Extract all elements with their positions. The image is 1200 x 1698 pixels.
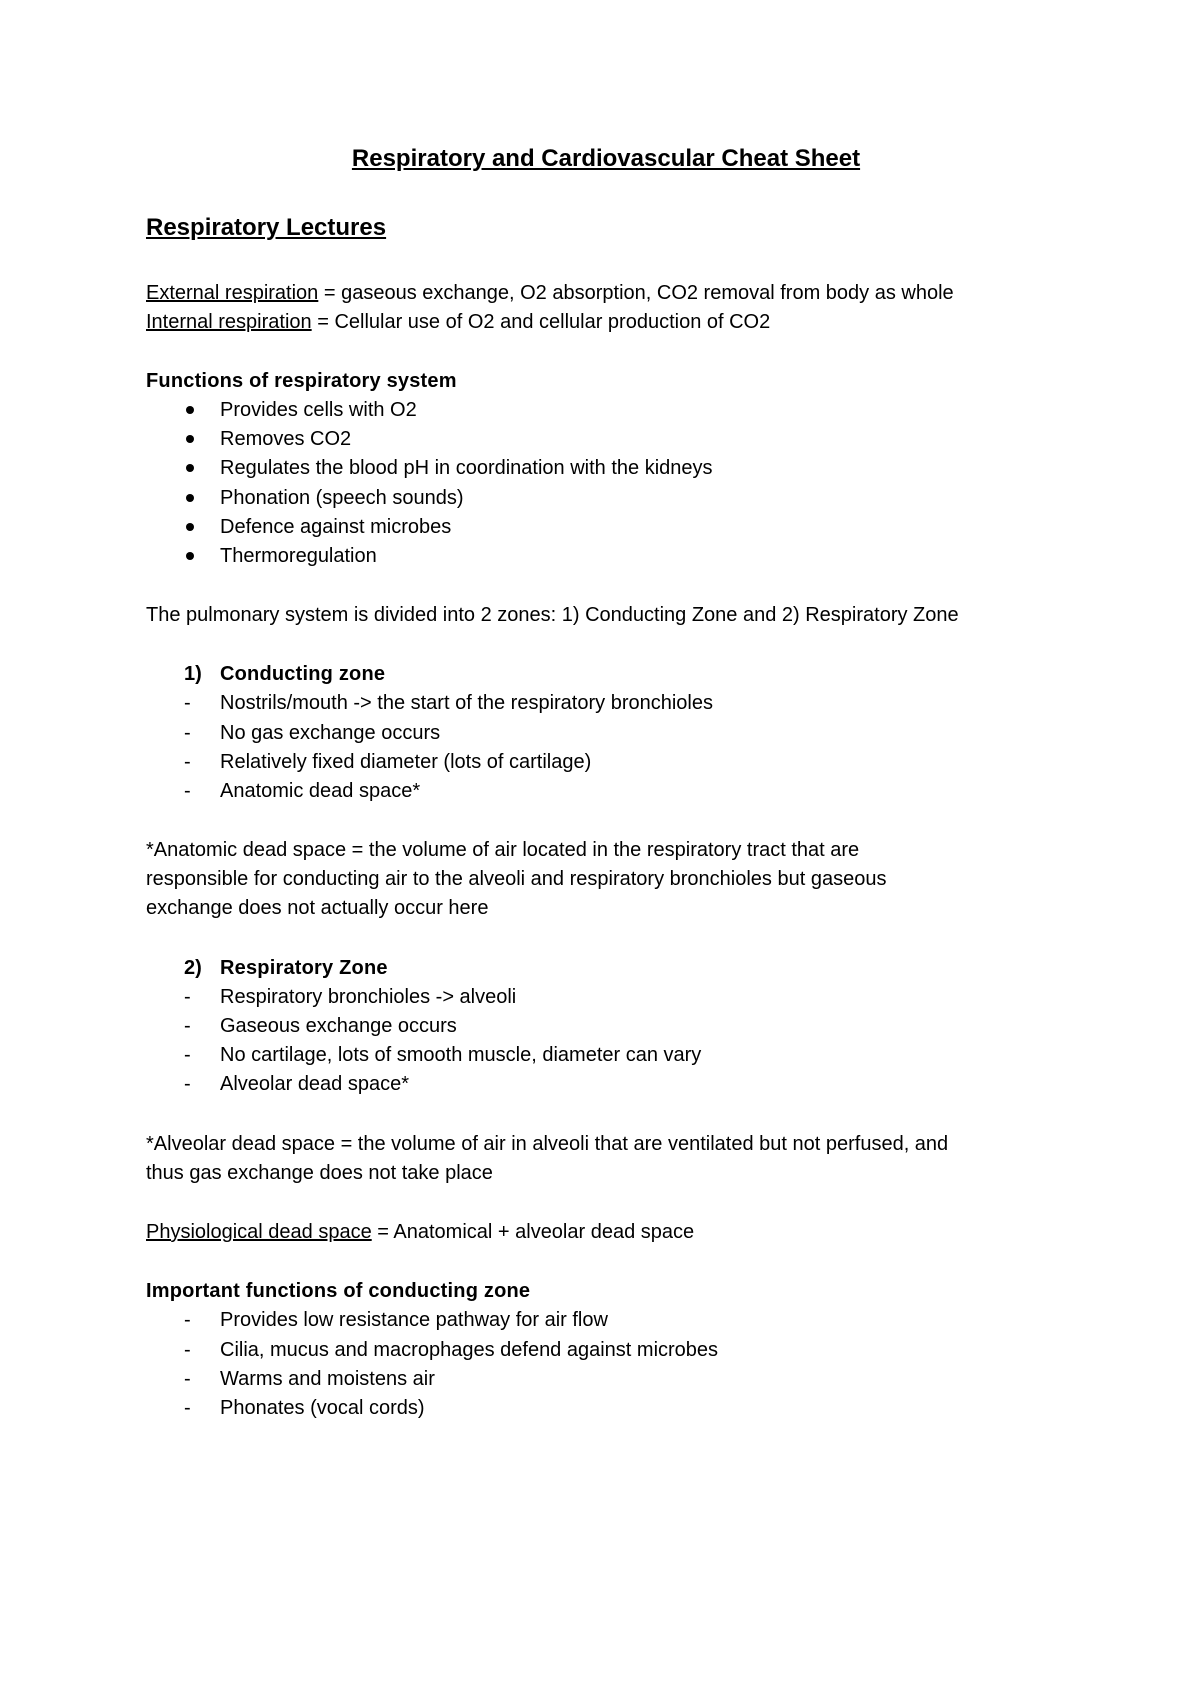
list-item-text: No cartilage, lots of smooth muscle, diameter can vary (220, 1044, 702, 1066)
definition-text: = gaseous exchange, O2 absorption, CO2 removal from body as whole (318, 282, 954, 304)
bullet-icon (186, 406, 194, 414)
dash-marker: - (184, 692, 191, 714)
list-item-text: Relatively fixed diameter (lots of cartilage) (220, 751, 592, 773)
list-item-text: Provides low resistance pathway for air flow (220, 1309, 608, 1331)
list-item-text: Removes CO2 (220, 428, 352, 450)
alveolar-note-line: thus gas exchange does not take place (146, 1162, 493, 1184)
definition-text: = Cellular use of O2 and cellular production of CO2 (311, 311, 771, 333)
definition-term: Internal respiration (146, 311, 312, 333)
dash-marker: - (184, 1073, 191, 1095)
dash-marker: - (184, 986, 191, 1008)
bullet-icon (186, 494, 194, 502)
list-item-text: Alveolar dead space* (220, 1073, 410, 1095)
list-item-text: Phonation (speech sounds) (220, 487, 464, 509)
heading-text: Conducting zone (220, 663, 386, 685)
list-item-text: Respiratory bronchioles -> alveoli (220, 986, 517, 1008)
section-heading: Respiratory Lectures (146, 214, 387, 241)
document-title: Respiratory and Cardiovascular Cheat Sheet (351, 145, 861, 172)
important-functions-heading: Important functions of conducting zone (146, 1280, 531, 1302)
bullet-icon (186, 523, 194, 531)
list-number: 2) (184, 957, 202, 979)
dash-marker: - (184, 1044, 191, 1066)
definition-text: = Anatomical + alveolar dead space (371, 1221, 695, 1243)
list-item-text: Nostrils/mouth -> the start of the respiratory bronchioles (220, 692, 713, 714)
dash-marker: - (184, 1397, 191, 1419)
dash-marker: - (184, 1309, 191, 1331)
list-item-text: No gas exchange occurs (220, 722, 441, 744)
anatomic-note-line: exchange does not actually occur here (146, 897, 489, 919)
list-item-text: Gaseous exchange occurs (220, 1015, 457, 1037)
zones-intro: The pulmonary system is divided into 2 zones: 1) Conducting Zone and 2) Respiratory Zone (146, 604, 959, 626)
bullet-icon (186, 464, 194, 472)
list-item-text: Regulates the blood pH in coordination with the kidneys (220, 457, 713, 479)
heading-text: Respiratory Zone (220, 957, 388, 979)
list-item-text: Defence against microbes (220, 516, 452, 538)
definition-term: External respiration (146, 282, 319, 304)
physiological-dead-space (146, 1218, 694, 1246)
list-item-text: Warms and moistens air (220, 1368, 435, 1390)
functions-heading: Functions of respiratory system (146, 370, 457, 392)
list-number: 1) (184, 663, 202, 685)
dash-marker: - (184, 1368, 191, 1390)
list-item-text: Phonates (vocal cords) (220, 1397, 425, 1419)
list-item-text: Cilia, mucus and macrophages defend against microbes (220, 1339, 719, 1361)
bullet-icon (186, 435, 194, 443)
list-item-text: Thermoregulation (220, 545, 377, 567)
list-item-text: Anatomic dead space* (220, 780, 421, 802)
definition-term: Physiological dead space (146, 1221, 372, 1243)
bullet-icon (186, 552, 194, 560)
definition-external (146, 279, 954, 307)
anatomic-note-line: responsible for conducting air to the alveoli and respiratory bronchioles but gaseous (146, 868, 887, 890)
list-item-text: Provides cells with O2 (220, 399, 417, 421)
dash-marker: - (184, 780, 191, 802)
definition-internal (146, 308, 770, 336)
dash-marker: - (184, 722, 191, 744)
dash-marker: - (184, 1015, 191, 1037)
anatomic-note-line: *Anatomic dead space = the volume of air located in the respiratory tract that are (146, 839, 860, 861)
dash-marker: - (184, 1339, 191, 1361)
dash-marker: - (184, 751, 191, 773)
alveolar-note-line: *Alveolar dead space = the volume of air in alveoli that are ventilated but not perfused, and (146, 1133, 949, 1155)
